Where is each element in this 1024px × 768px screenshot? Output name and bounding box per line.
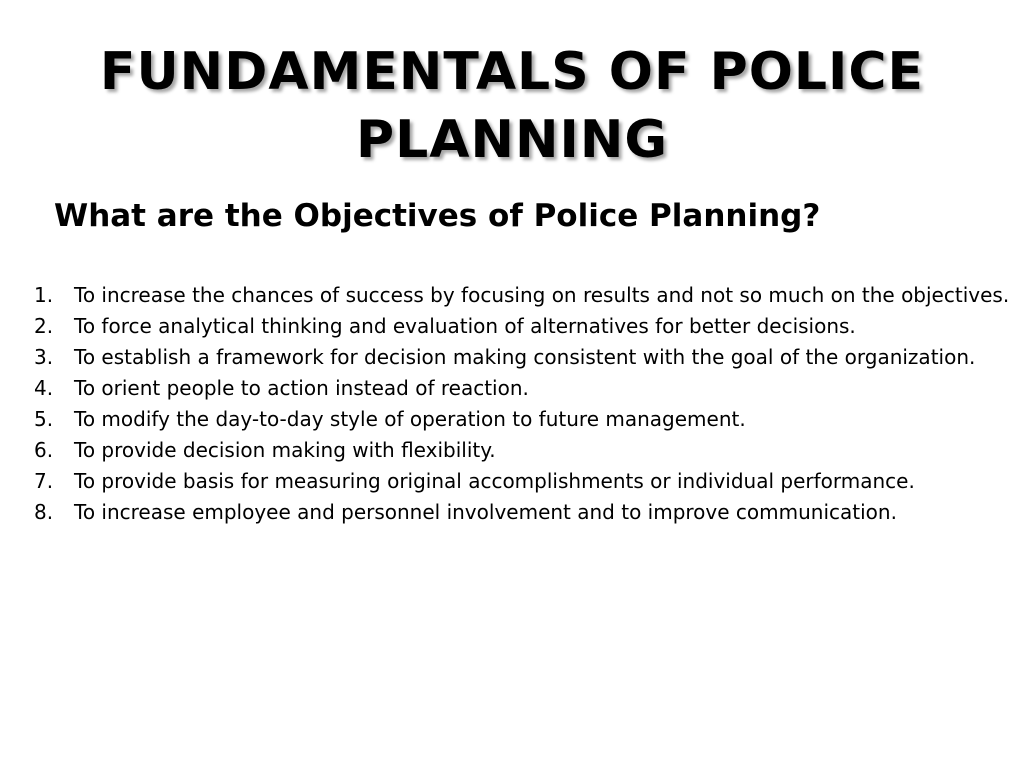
list-item bbox=[34, 342, 1013, 373]
list-item-text: To increase employee and personnel involvement and to improve communication. bbox=[74, 500, 897, 524]
slide-title-line-1: FUNDAMENTALS OF POLICE bbox=[99, 42, 925, 102]
objectives-list bbox=[34, 280, 1013, 528]
list-item-text: To provide decision making with flexibility. bbox=[74, 438, 496, 462]
list-item-number: 2. bbox=[34, 314, 54, 338]
list-item bbox=[34, 497, 1013, 528]
list-item-text: To force analytical thinking and evaluation of alternatives for better decisions. bbox=[74, 314, 856, 338]
list-item-number: 3. bbox=[34, 345, 54, 369]
list-item bbox=[34, 311, 1013, 342]
list-item-number: 5. bbox=[34, 407, 54, 431]
list-item bbox=[34, 373, 1013, 404]
list-item-number: 6. bbox=[34, 438, 54, 462]
slide-title bbox=[0, 38, 1024, 174]
list-item bbox=[34, 466, 1013, 497]
list-item-text: To modify the day-to-day style of operation to future management. bbox=[74, 407, 746, 431]
list-item-text: To establish a framework for decision making consistent with the goal of the organization. bbox=[74, 345, 976, 369]
list-item-number: 7. bbox=[34, 469, 54, 493]
list-item bbox=[34, 404, 1013, 435]
slide-subtitle: What are the Objectives of Police Planning? bbox=[54, 198, 821, 234]
list-item bbox=[34, 435, 1013, 466]
list-item-text: To provide basis for measuring original accomplishments or individual performance. bbox=[74, 469, 915, 493]
list-item-text: To increase the chances of success by focusing on results and not so much on the objectives. bbox=[74, 283, 1010, 307]
list-item-text: To orient people to action instead of reaction. bbox=[74, 376, 529, 400]
list-item-number: 1. bbox=[34, 283, 54, 307]
list-item-number: 4. bbox=[34, 376, 54, 400]
list-item-number: 8. bbox=[34, 500, 54, 524]
list-item bbox=[34, 280, 1013, 311]
slide-title-line-2: PLANNING bbox=[355, 110, 669, 170]
